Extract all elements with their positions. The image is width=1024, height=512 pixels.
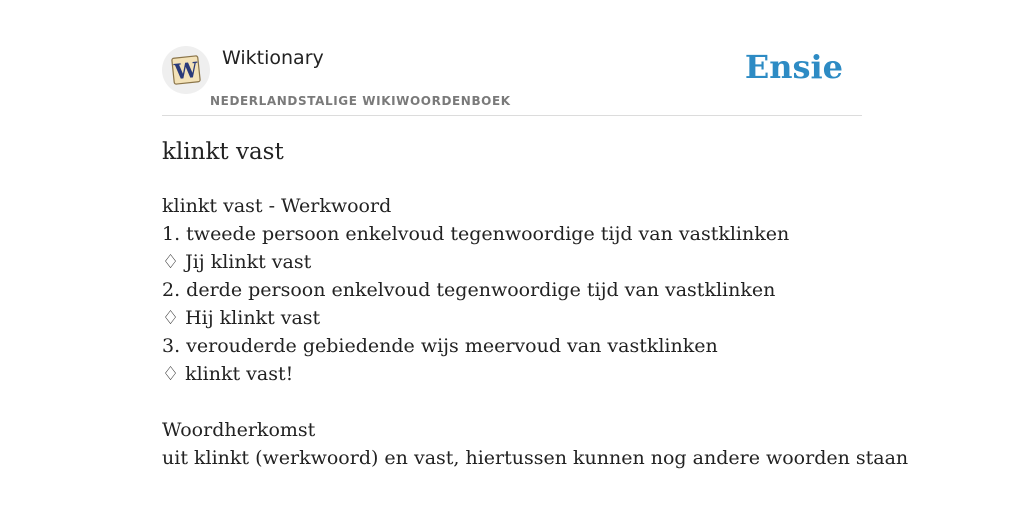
entry-heading: klinkt vast - Werkwoord (162, 195, 392, 217)
example-3: ♢ klinkt vast! (162, 363, 294, 385)
etymology-text: uit klinkt (werkwoord) en vast, hiertussen kunnen nog andere woorden staan (162, 447, 909, 469)
wiktionary-logo[interactable] (162, 46, 210, 94)
ensie-brand-link[interactable]: Ensie (744, 48, 843, 86)
site-subtitle: NEDERLANDSTALIGE WIKIWOORDENBOEK (210, 94, 511, 108)
site-name[interactable]: Wiktionary (222, 47, 324, 69)
wiktionary-tile-icon (168, 52, 204, 88)
example-2: ♢ Hij klinkt vast (162, 307, 321, 329)
page-title: klinkt vast (162, 139, 284, 165)
example-1: ♢ Jij klinkt vast (162, 251, 312, 273)
spacer (162, 388, 862, 416)
logo-letter: W (173, 56, 200, 85)
site-header (162, 44, 862, 116)
entry-content (162, 192, 909, 472)
definition-1: 1. tweede persoon enkelvoud tegenwoordige tijd van vastklinken (162, 223, 790, 245)
definition-2: 2. derde persoon enkelvoud tegenwoordige tijd van vastklinken (162, 279, 776, 301)
etymology-heading: Woordherkomst (162, 419, 316, 441)
definition-3: 3. verouderde gebiedende wijs meervoud van vastklinken (162, 335, 718, 357)
